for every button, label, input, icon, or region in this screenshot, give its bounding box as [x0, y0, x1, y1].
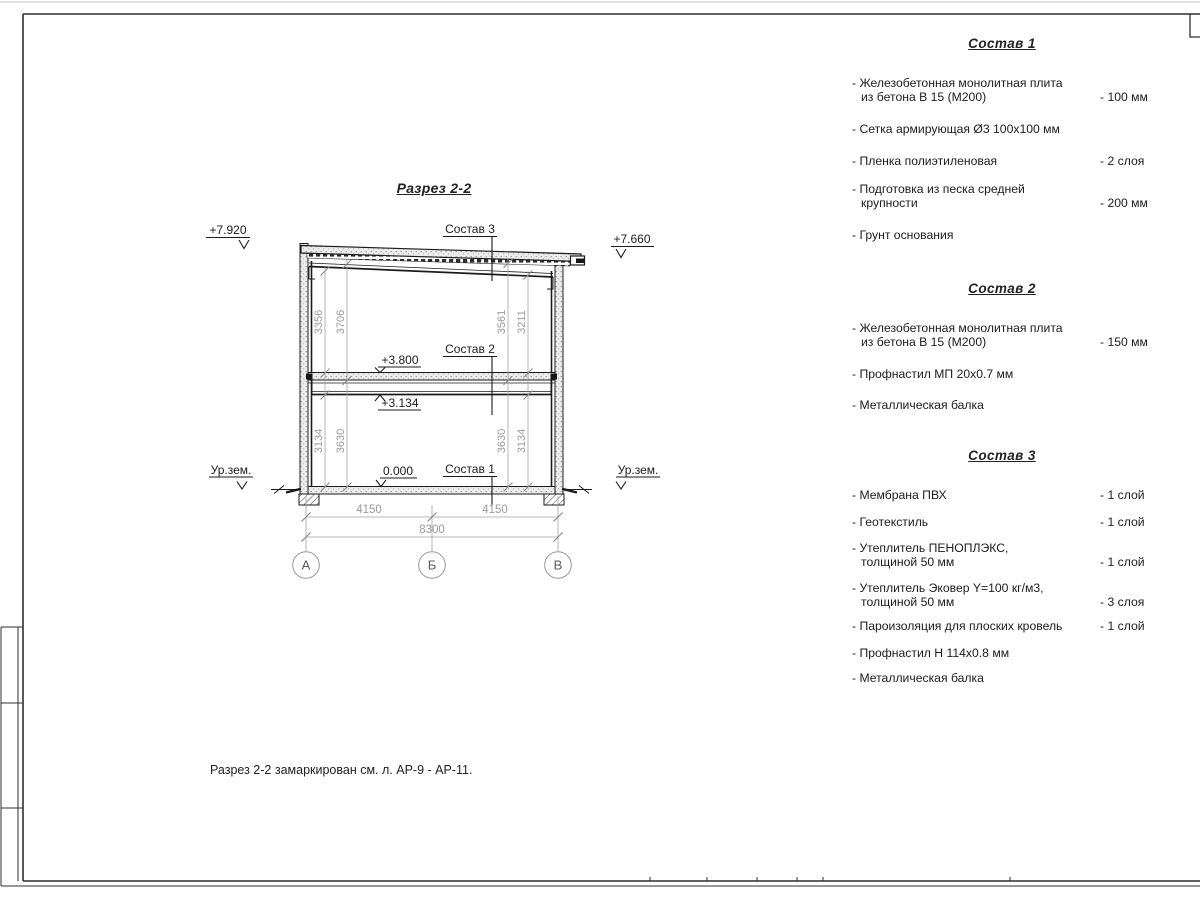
- building-section: [206, 222, 660, 578]
- axis-letter-b: Б: [427, 557, 437, 573]
- list-item: [852, 555, 1163, 569]
- composition-panel-2: [852, 281, 1154, 412]
- left-wall: [300, 244, 308, 495]
- list-item: [852, 154, 1154, 168]
- item-text: - Утеплитель ПЕНОПЛЭКС,: [852, 541, 1009, 555]
- item-text: - Пленка полиэтиленовая: [852, 154, 998, 168]
- list-item: [852, 398, 1154, 412]
- item-value: - 100 мм: [1100, 90, 1148, 104]
- item-text: - Профнастил Н 114х0.8 мм: [852, 646, 1010, 660]
- item-value: - 200 мм: [1100, 196, 1148, 210]
- item-text: из бетона В 15 (М200): [861, 335, 987, 349]
- list-item: [852, 335, 1163, 349]
- list-item: [852, 76, 1154, 90]
- vdim-3561: 3561: [496, 309, 508, 335]
- hdim-4150-right: 4150: [482, 504, 508, 516]
- list-item: [852, 581, 1154, 595]
- list-item: [852, 90, 1163, 104]
- list-item: [852, 196, 1163, 210]
- hdim-8300: 8300: [419, 524, 445, 536]
- list-item: [852, 646, 1154, 660]
- foundation-left: [299, 494, 319, 505]
- list-item: [852, 671, 1154, 685]
- level-zero: 0.000: [382, 464, 414, 478]
- list-item: [852, 515, 1154, 529]
- item-text: - Сетка армирующая Ø3 100х100 мм: [852, 122, 1060, 136]
- item-text: - Утеплитель Эковер Y=100 кг/м3,: [852, 581, 1044, 595]
- item-text: - Железобетонная монолитная плита: [852, 321, 1063, 335]
- item-value: - 1 слой: [1100, 555, 1145, 569]
- item-text: - Металлическая балка: [852, 671, 984, 685]
- item-text: - Пароизоляция для плоских кровель: [852, 619, 1063, 633]
- list-item: [852, 541, 1154, 555]
- item-value: - 2 слоя: [1100, 154, 1145, 168]
- item-text: крупности: [861, 196, 918, 210]
- level-floor: +3.800: [381, 353, 419, 367]
- label-sostav2: Состав 2: [445, 342, 495, 356]
- level-roof-right: +7.660: [613, 232, 651, 246]
- item-value: - 3 слоя: [1100, 595, 1145, 609]
- item-text: - Подготовка из песка средней: [852, 182, 1025, 196]
- list-item: [852, 182, 1154, 196]
- level-beam: +3.134: [381, 396, 419, 410]
- ground-label-right: Ур.зем.: [617, 463, 659, 477]
- vdim-3134-r: 3134: [516, 428, 528, 454]
- drawing-title: Разрез 2-2: [396, 180, 472, 196]
- list-item: [852, 321, 1154, 335]
- vdim-3630-r: 3630: [496, 428, 508, 454]
- hdim-4150-left: 4150: [356, 504, 382, 516]
- axis-letter-a: А: [301, 557, 311, 573]
- vdim-3134-l: 3134: [313, 428, 325, 454]
- item-value: - 1 слой: [1100, 488, 1145, 502]
- item-value: - 1 слой: [1100, 515, 1145, 529]
- vdim-3356: 3356: [313, 309, 325, 335]
- vdim-3706: 3706: [335, 309, 347, 335]
- vdim-3630-l: 3630: [335, 428, 347, 454]
- ground-slab-assembly: [271, 486, 592, 506]
- item-text: - Профнастил МП 20х0.7 мм: [852, 367, 1014, 381]
- ground-label-left: Ур.зем.: [210, 463, 252, 477]
- item-text: - Металлическая балка: [852, 398, 984, 412]
- foundation-right: [544, 494, 564, 505]
- item-text: - Геотекстиль: [852, 515, 929, 529]
- item-text: - Железобетонная монолитная плита: [852, 76, 1063, 90]
- item-value: - 1 слой: [1100, 619, 1145, 633]
- item-text: - Грунт основания: [852, 228, 954, 242]
- item-value: - 150 мм: [1100, 335, 1148, 349]
- label-sostav3: Состав 3: [445, 222, 495, 236]
- item-text: из бетона В 15 (М200): [861, 90, 987, 104]
- vdim-3211: 3211: [516, 310, 528, 334]
- item-text: толщиной 50 мм: [861, 595, 955, 609]
- panel-1-heading: Состав 1: [968, 36, 1036, 51]
- item-text: толщиной 50 мм: [861, 555, 955, 569]
- axis-letter-v: В: [553, 557, 563, 573]
- list-item: [852, 619, 1154, 633]
- list-item: [852, 488, 1154, 502]
- panel-3-heading: Состав 3: [968, 448, 1036, 463]
- composition-panel-3: [852, 448, 1154, 685]
- level-marks: [206, 238, 660, 490]
- label-sostav1: Состав 1: [445, 462, 495, 476]
- list-item: [852, 228, 1154, 242]
- item-text: - Мембрана ПВХ: [852, 488, 947, 502]
- level-roof-left: +7.920: [209, 223, 247, 237]
- composition-panel-1: [852, 36, 1154, 242]
- list-item: [852, 122, 1154, 136]
- sheet-note: Разрез 2-2 замаркирован см. л. АР-9 - АР-11.: [210, 763, 473, 777]
- list-item: [852, 595, 1163, 609]
- panel-2-heading: Состав 2: [968, 281, 1036, 296]
- list-item: [852, 367, 1154, 381]
